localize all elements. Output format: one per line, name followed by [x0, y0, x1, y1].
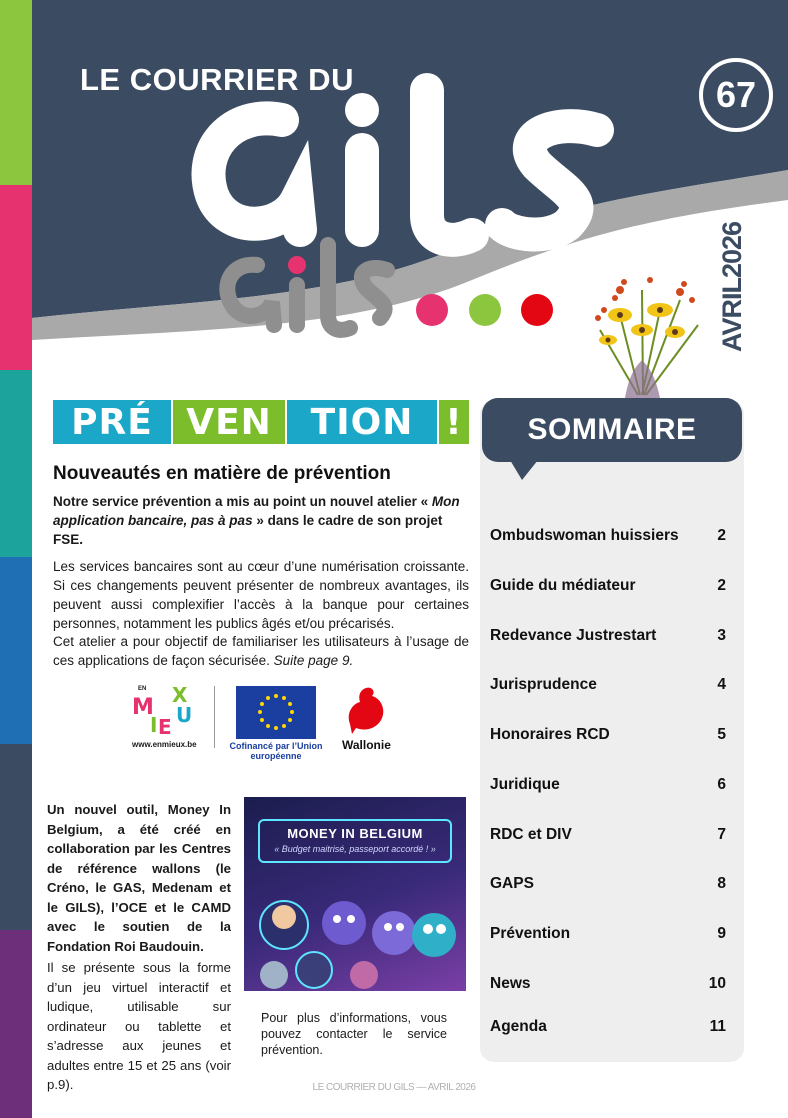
svg-text:E: E: [158, 715, 172, 739]
pink-dot: [416, 294, 448, 326]
red-dot: [521, 294, 553, 326]
partner-logos: [128, 684, 408, 764]
lead-part-2: » dans le cadre de son projet FSE.: [53, 513, 443, 547]
wallonie-label: Wallonie: [342, 738, 391, 752]
toc-label: RDC et DIV: [490, 826, 572, 843]
toc-item[interactable]: [490, 627, 726, 645]
toc-item[interactable]: [490, 826, 726, 844]
prevention-lead: [53, 492, 469, 549]
enmieux-logo: [128, 684, 198, 740]
sommaire-pointer: [510, 460, 538, 480]
page-footer: LE COURRIER DU GILS — AVRIL 2026: [312, 1082, 476, 1093]
masthead-kicker: LE COURRIER DU: [80, 62, 354, 97]
prevention-paragraph-2: [53, 632, 469, 670]
toc-label: Agenda: [490, 1018, 547, 1035]
toc-item[interactable]: [490, 676, 726, 694]
mib-image-subtitle: « Budget maitrisé, passeport accordé ! »: [274, 844, 436, 854]
toc-item[interactable]: [490, 577, 726, 595]
money-in-belgium-text: [47, 800, 231, 1095]
banner-part-3: TION: [287, 400, 437, 444]
enmieux-caption: www.enmieux.be: [132, 740, 197, 749]
issue-date-vertical: AVRIL2026: [717, 221, 747, 352]
banner-part-1: PRÉ: [53, 400, 171, 444]
toc-page: 5: [717, 726, 726, 743]
mib-paragraph: Il se présente sous la forme d’un jeu virtuel interactif et ludique, utilisable sur ordinateur ou tablette et s’adresse aux jeunes et adultes entre 15 et 25 ans (voir p.9).: [47, 960, 231, 1092]
toc-item[interactable]: [490, 527, 726, 545]
toc-label: Prévention: [490, 925, 571, 942]
lead-part-1: Notre service prévention a mis au point un nouvel atelier «: [53, 494, 432, 509]
toc-item[interactable]: [490, 726, 726, 744]
toc-label: Redevance Justrestart: [490, 627, 657, 644]
toc-item[interactable]: [490, 875, 726, 893]
banner-part-4: !: [439, 400, 469, 444]
svg-text:I: I: [150, 713, 158, 737]
toc-label: Juridique: [490, 776, 560, 793]
strip-navy: [0, 744, 32, 930]
toc-item[interactable]: [490, 776, 726, 794]
toc-label: Jurisprudence: [490, 676, 597, 693]
toc-page: 8: [717, 875, 726, 892]
toc-page: 6: [717, 776, 726, 793]
suite-page-link[interactable]: Suite page 9.: [273, 653, 354, 668]
strip-pink: [0, 185, 32, 370]
strip-teal: [0, 370, 32, 557]
toc-page: 3: [717, 627, 726, 644]
eu-caption: Cofinancé par l’Union européenne: [229, 741, 323, 761]
prevention-title: Nouveautés en matière de prévention: [53, 463, 391, 484]
toc-page: 11: [709, 1018, 726, 1035]
banner-part-2: VEN: [173, 400, 285, 444]
sommaire-title: SOMMAIRE: [527, 413, 697, 446]
game-characters-illustration: [244, 875, 466, 991]
lead-workshop-name: Mon application bancaire, pas à pas: [53, 494, 460, 528]
toc-page: 2: [717, 577, 726, 594]
mib-image-title: MONEY IN BELGIUM: [287, 826, 423, 841]
toc-page: 9: [717, 925, 726, 942]
eu-stars-icon: [236, 686, 316, 739]
masthead: [32, 0, 788, 400]
toc-page: 4: [717, 676, 726, 693]
money-in-belgium-image: [244, 797, 466, 991]
toc-label: Honoraires RCD: [490, 726, 610, 743]
toc-label: GAPS: [490, 875, 534, 892]
toc-page: 7: [717, 826, 726, 843]
strip-blue: [0, 557, 32, 744]
prevention-banner: [53, 400, 469, 444]
color-strip: [0, 0, 32, 1118]
issue-number-badge: 67: [699, 58, 773, 132]
svg-text:X: X: [172, 684, 188, 707]
toc-item[interactable]: [490, 1018, 726, 1036]
paragraph2-text: Cet atelier a pour objectif de familiariser les utilisateurs à l’usage de ces applications de façon sécurisée.: [53, 634, 469, 668]
flower-bouquet-illustration: [580, 270, 710, 398]
sommaire-header: [482, 398, 742, 462]
svg-text:M: M: [132, 695, 154, 720]
toc-page: 10: [708, 975, 726, 992]
mib-title-box: [258, 819, 452, 863]
strip-green: [0, 0, 32, 185]
toc-page: 2: [717, 527, 726, 544]
prevention-paragraph-1: Les services bancaires sont au cœur d’une numérisation croissante. Si ces changements peuvent présenter de nombreux avantages, ils peuvent aussi complexifier l’accès à la banque pour certaines personnes, notamment les publics âgés et/ou précarisés.: [53, 559, 469, 631]
toc-item[interactable]: [490, 975, 726, 993]
eu-flag: [236, 686, 316, 739]
toc-label: Ombudswoman huissiers: [490, 527, 679, 544]
enmieux-prefix: EN: [138, 686, 147, 692]
toc-label: Guide du médiateur: [490, 577, 636, 594]
logo-divider: [214, 686, 215, 748]
mib-bold-paragraph: [47, 800, 231, 956]
toc-label: News: [490, 975, 531, 992]
toc-item[interactable]: [490, 925, 726, 943]
green-dot: [469, 294, 501, 326]
mib-contact-info: Pour plus d’informations, vous pouvez contacter le service prévention.: [261, 1011, 447, 1057]
wallonie-rooster-icon: [344, 684, 390, 738]
mib-bold-text: Un nouvel outil, Money In Belgium, a été créé en collaboration par les Centres de référence wallons (le Créno, le GAS, Medenam et le GILS), l’OCE et le CAMD avec le soutien de la Fondation Roi Baudouin.: [47, 802, 231, 954]
svg-text:U: U: [176, 703, 193, 727]
